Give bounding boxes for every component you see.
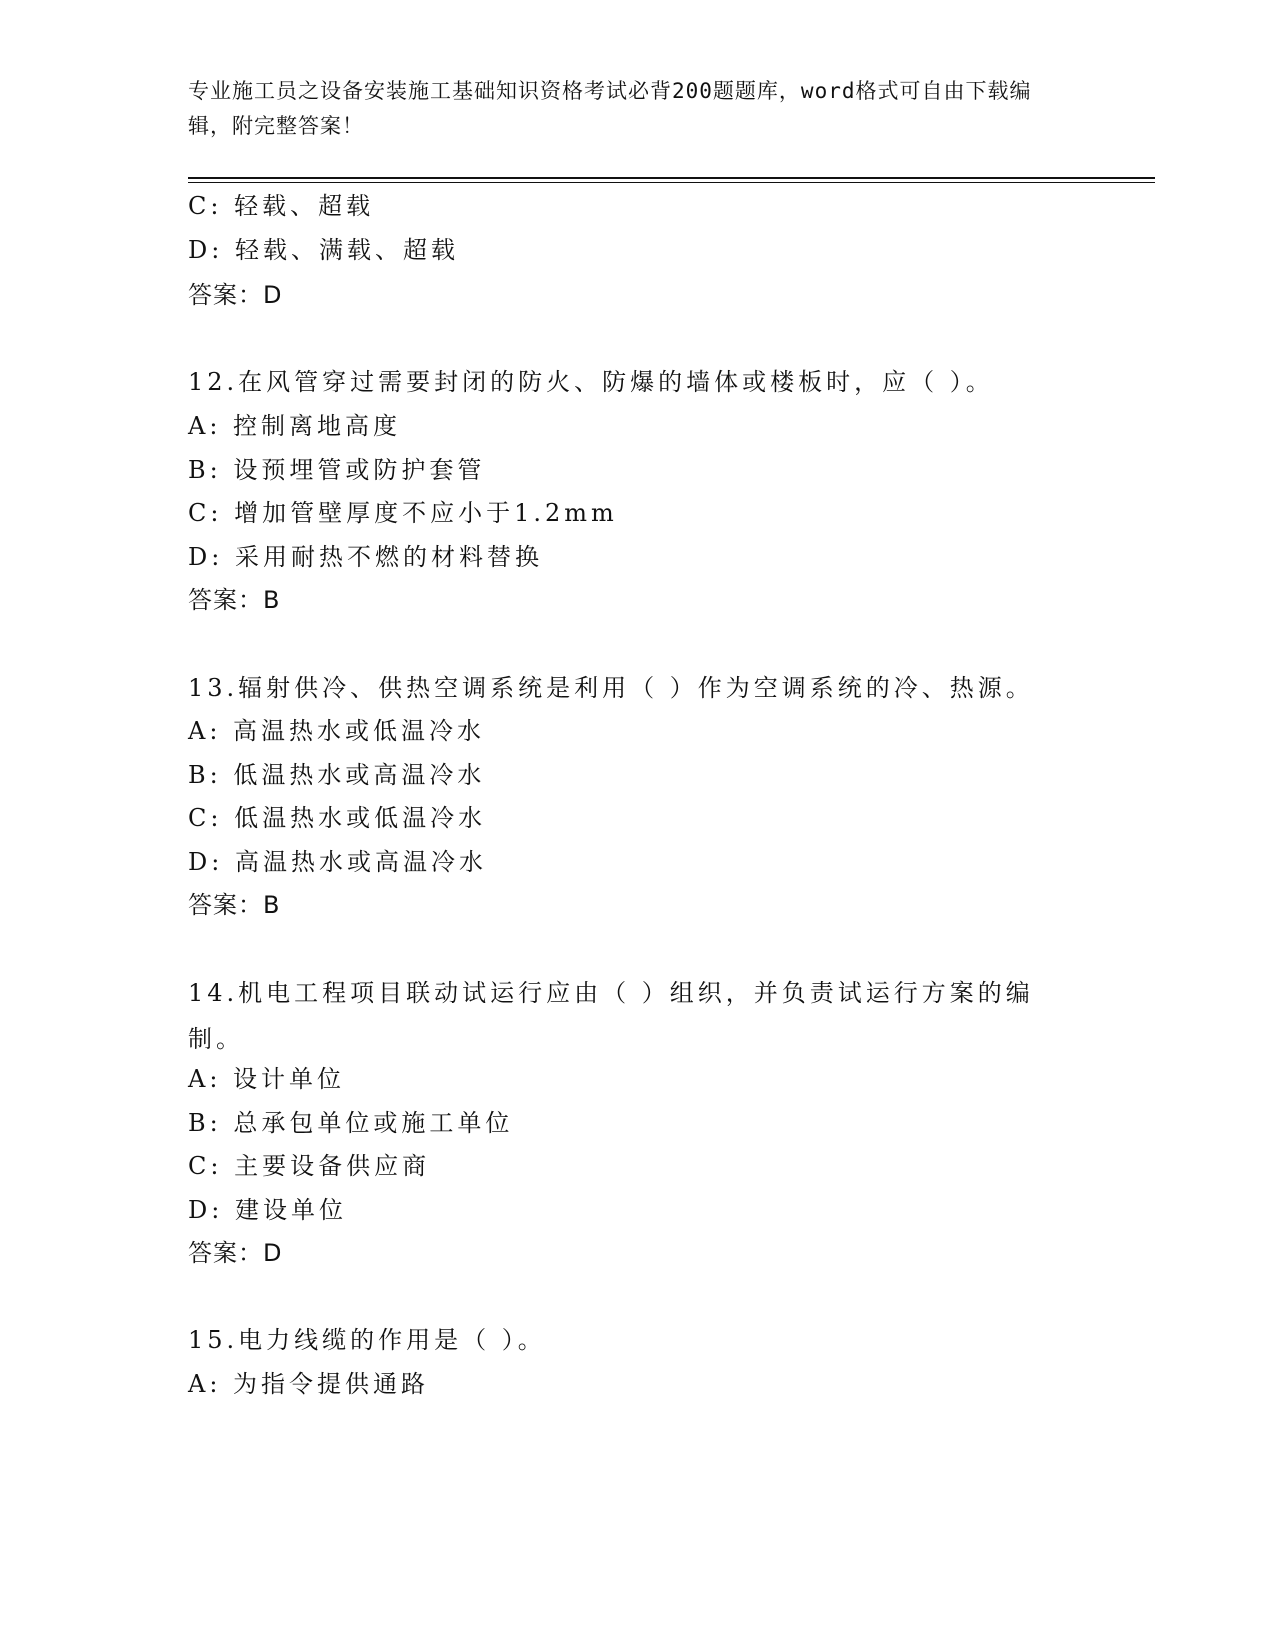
header-rule-thick [188, 177, 1155, 179]
q11-option-d: D: 轻载、满载、超载 [188, 236, 459, 264]
q14-question: 14.机电工程项目联动试运行应由（ ）组织，并负责试运行方案的编制。 [188, 979, 1034, 1053]
q12-option-d: D: 采用耐热不燃的材料替换 [188, 543, 543, 571]
q13-option-d: D: 高温热水或高温冷水 [188, 848, 487, 876]
q11-option-c: C: 轻载、超载 [188, 192, 375, 220]
q12-answer: 答案：B [188, 586, 281, 614]
q12-option-c: C: 增加管壁厚度不应小于1.2mm [188, 499, 618, 527]
q13-answer: 答案：B [188, 891, 281, 919]
document-header: 专业施工员之设备安装施工基础知识资格考试必背200题题库，word格式可自由下载编辑，附完整答案！ [188, 79, 1032, 138]
q15-option-a: A: 为指令提供通路 [188, 1370, 430, 1398]
q12-option-a: A: 控制离地高度 [188, 412, 402, 440]
q13-option-c: C: 低温热水或低温冷水 [188, 804, 487, 832]
q15-question: 15.电力线缆的作用是（ ）。 [188, 1326, 546, 1354]
q13-option-b: B: 低温热水或高温冷水 [188, 761, 486, 789]
q14-option-b: B: 总承包单位或施工单位 [188, 1109, 514, 1137]
q12-question: 12.在风管穿过需要封闭的防火、防爆的墙体或楼板时，应（ ）。 [188, 368, 994, 396]
q14-answer: 答案：D [188, 1239, 283, 1267]
header-rule-thin [188, 182, 1155, 183]
q12-option-b: B: 设预埋管或防护套管 [188, 456, 486, 484]
q13-question: 13.辐射供冷、供热空调系统是利用（ ）作为空调系统的冷、热源。 [188, 674, 1034, 702]
q13-option-a: A: 高温热水或低温冷水 [188, 717, 486, 745]
q14-option-d: D: 建设单位 [188, 1196, 347, 1224]
q11-answer: 答案：D [188, 281, 283, 309]
q14-option-a: A: 设计单位 [188, 1065, 346, 1093]
q14-option-c: C: 主要设备供应商 [188, 1152, 431, 1180]
